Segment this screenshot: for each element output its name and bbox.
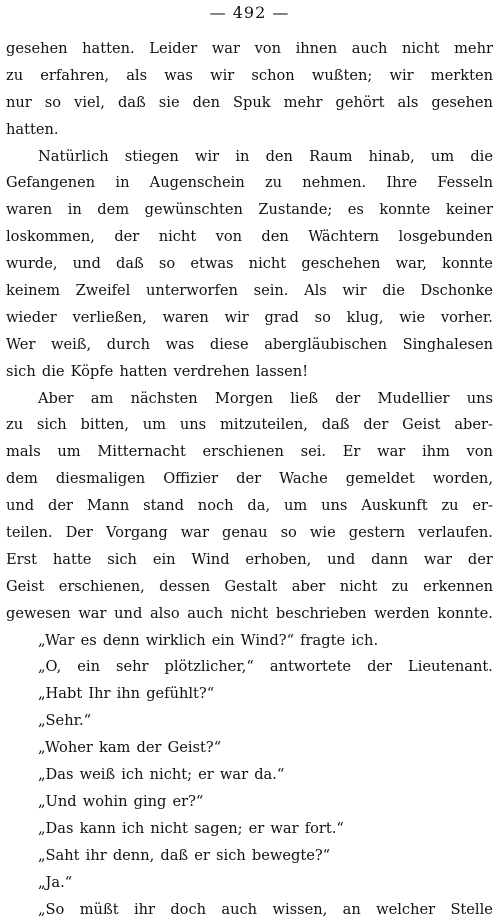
word: er?“: [173, 789, 204, 816]
word: Spuk: [233, 90, 271, 117]
word: in: [235, 144, 249, 171]
word: müßt: [80, 897, 119, 923]
word: gesehen: [6, 36, 68, 63]
word: wir: [389, 63, 413, 90]
word: an: [343, 897, 361, 923]
word: noch: [198, 493, 234, 520]
page-number: — 492 —: [6, 2, 493, 36]
word: so: [45, 90, 61, 117]
word: „O,: [38, 654, 61, 681]
word: Köpfe: [71, 359, 114, 386]
word: war: [181, 520, 209, 547]
word: wir: [225, 305, 249, 332]
word: war: [212, 36, 240, 63]
word: bitten,: [80, 412, 128, 439]
word: die: [42, 359, 65, 386]
word: da,: [247, 493, 270, 520]
word: worden,: [433, 466, 493, 493]
word: diesmaligen: [56, 466, 145, 493]
word: daß: [118, 90, 146, 117]
word: nicht: [231, 601, 269, 628]
word: uns: [467, 386, 493, 413]
word: denn: [103, 628, 140, 655]
word: weiß: [80, 762, 116, 789]
text-line: [6, 144, 493, 171]
word: wieder: [6, 305, 57, 332]
word: Singhalesen: [403, 332, 493, 359]
text-line: [6, 628, 493, 655]
word: es: [348, 197, 364, 224]
word: „Saht: [38, 843, 80, 870]
word: kann: [80, 816, 116, 843]
word: keinem: [6, 278, 60, 305]
word: „Ja.“: [38, 870, 72, 897]
word: hatten.: [6, 117, 59, 144]
word: Ihr: [88, 681, 110, 708]
word: Auskunft: [361, 493, 427, 520]
word: wußten;: [312, 63, 372, 90]
word: um: [57, 439, 80, 466]
word: „Habt: [38, 681, 82, 708]
word: nächsten: [131, 386, 198, 413]
word: gemeldet: [346, 466, 415, 493]
word: stiegen: [125, 144, 179, 171]
word: etwas: [190, 251, 233, 278]
word: vorher.: [441, 305, 493, 332]
text-line: [6, 708, 493, 735]
word: Augenschein: [150, 170, 245, 197]
text-line: [6, 439, 493, 466]
word: dem: [6, 466, 38, 493]
text-line: [6, 547, 493, 574]
word: Leider: [149, 36, 197, 63]
word: und: [327, 547, 355, 574]
word: der: [363, 412, 388, 439]
word: nicht: [249, 251, 287, 278]
text-line: [6, 735, 493, 762]
word: Lieutenant.: [408, 654, 493, 681]
text-line: [6, 762, 493, 789]
word: hatten: [119, 359, 167, 386]
word: dessen: [159, 574, 210, 601]
word: erhoben,: [245, 547, 311, 574]
word: nur: [6, 90, 32, 117]
word: diese: [210, 332, 249, 359]
word: in: [68, 197, 82, 224]
word: sich: [107, 547, 137, 574]
word: wissen,: [272, 897, 327, 923]
word: ließ: [290, 386, 318, 413]
word: sei.: [301, 439, 326, 466]
word: von: [467, 439, 493, 466]
word: wie: [310, 520, 336, 547]
word: schon: [251, 63, 294, 90]
word: war: [377, 439, 405, 466]
text-line: [6, 654, 493, 681]
word: Der: [66, 520, 93, 547]
word: der: [114, 224, 139, 251]
word: was: [164, 63, 193, 90]
word: verlaufen.: [418, 520, 493, 547]
word: Raum: [309, 144, 352, 171]
word: zu: [441, 493, 458, 520]
text-line: [6, 251, 493, 278]
word: Fesseln: [437, 170, 493, 197]
word: geschehen: [301, 251, 380, 278]
word: Morgen: [215, 386, 273, 413]
text-line: [6, 90, 493, 117]
word: was: [166, 332, 195, 359]
word: sie: [159, 90, 180, 117]
text-line: [6, 520, 493, 547]
word: doch: [170, 897, 206, 923]
word: uns: [321, 493, 347, 520]
word: antwortete: [270, 654, 351, 681]
word: er: [249, 816, 265, 843]
word: plötzlicher,“: [164, 654, 253, 681]
word: ihr: [86, 843, 107, 870]
word: wurde,: [6, 251, 57, 278]
word: der: [468, 547, 493, 574]
word: Erst: [6, 547, 37, 574]
word: grad: [264, 305, 298, 332]
word: welcher: [376, 897, 435, 923]
word: gesehen: [431, 90, 493, 117]
word: Aber: [38, 386, 74, 413]
word: ihn: [117, 681, 140, 708]
text-line: [6, 601, 493, 628]
word: Geist: [6, 574, 44, 601]
word: daß: [160, 843, 188, 870]
word: sich: [6, 359, 36, 386]
word: es: [81, 628, 97, 655]
word: „War: [38, 628, 74, 655]
word: mehr: [284, 90, 323, 117]
word: uns: [180, 412, 206, 439]
word: dem: [97, 197, 129, 224]
word: war: [220, 762, 248, 789]
word: Mudellier: [378, 386, 450, 413]
word: als: [126, 63, 147, 90]
word: den: [261, 224, 288, 251]
word: auch: [352, 36, 388, 63]
word: war: [270, 816, 298, 843]
word: loskommen,: [6, 224, 95, 251]
word: auch: [221, 897, 257, 923]
word: Gestalt: [224, 574, 277, 601]
word: zu: [6, 63, 23, 90]
word: war: [78, 601, 106, 628]
word: wir: [210, 63, 234, 90]
text-line: [6, 359, 493, 386]
word: nicht: [159, 224, 197, 251]
word: erschienen: [203, 439, 284, 466]
word: nicht: [402, 36, 440, 63]
word: konnte: [379, 197, 430, 224]
word: verdrehen: [173, 359, 249, 386]
word: zu: [392, 574, 409, 601]
word: ihm: [422, 439, 450, 466]
word: der: [367, 654, 392, 681]
word: um: [284, 493, 307, 520]
word: ich: [121, 762, 143, 789]
word: teilen.: [6, 520, 53, 547]
text-line: [6, 843, 493, 870]
word: klug,: [347, 305, 384, 332]
word: waren: [6, 197, 52, 224]
text-line: [6, 117, 493, 144]
word: gewesen: [6, 601, 71, 628]
word: „So: [38, 897, 64, 923]
word: gehört: [335, 90, 384, 117]
word: daß: [322, 412, 350, 439]
word: da.“: [254, 762, 284, 789]
word: wir: [342, 278, 366, 305]
word: Offizier: [163, 466, 218, 493]
word: aber: [292, 574, 326, 601]
word: war,: [396, 251, 427, 278]
word: Zustande;: [258, 197, 332, 224]
word: losgebunden: [398, 224, 492, 251]
text-line: [6, 36, 493, 63]
word: ich: [122, 816, 144, 843]
word: so: [315, 305, 331, 332]
word: der: [48, 493, 73, 520]
word: unterworfen: [146, 278, 238, 305]
word: durch: [107, 332, 150, 359]
word: wirklich: [146, 628, 206, 655]
word: „Und: [38, 789, 77, 816]
word: ging: [134, 789, 167, 816]
word: nehmen.: [302, 170, 366, 197]
word: kam: [99, 735, 130, 762]
word: mehr: [454, 36, 493, 63]
text-line: [6, 305, 493, 332]
text-line: [6, 870, 493, 897]
word: ein: [153, 547, 176, 574]
word: er: [198, 762, 214, 789]
word: um: [143, 412, 166, 439]
word: Gefangenen: [6, 170, 95, 197]
word: hatten.: [82, 36, 135, 63]
word: er: [194, 843, 210, 870]
word: weiß,: [51, 332, 91, 359]
word: viel,: [74, 90, 105, 117]
word: Wer: [6, 332, 35, 359]
word: von: [216, 224, 242, 251]
word: ein: [212, 628, 235, 655]
word: so: [281, 520, 297, 547]
word: hatte: [53, 547, 91, 574]
word: bewegte?“: [252, 843, 330, 870]
word: ein: [77, 654, 100, 681]
word: Wächtern: [308, 224, 379, 251]
word: die: [382, 278, 405, 305]
word: abergläubischen: [264, 332, 387, 359]
text-line: [6, 412, 493, 439]
word: sehr: [116, 654, 149, 681]
word: am: [91, 386, 114, 413]
word: dann: [371, 547, 408, 574]
word: wohin: [83, 789, 128, 816]
word: „Das: [38, 762, 73, 789]
word: fort.“: [305, 816, 344, 843]
word: Mitternacht: [97, 439, 186, 466]
text-line: [6, 170, 493, 197]
text-line: [6, 466, 493, 493]
word: gestern: [349, 520, 405, 547]
word: hinab,: [369, 144, 415, 171]
word: erfahren,: [40, 63, 109, 90]
word: verließen,: [73, 305, 147, 332]
word: Stelle: [450, 897, 492, 923]
word: merkten: [431, 63, 493, 90]
word: wir: [195, 144, 219, 171]
text-line: [6, 386, 493, 413]
word: nicht: [340, 574, 378, 601]
word: ich.: [351, 628, 378, 655]
word: keiner: [446, 197, 493, 224]
word: der: [137, 735, 162, 762]
word: und: [73, 251, 101, 278]
word: stand: [143, 493, 184, 520]
word: gefühlt?“: [146, 681, 214, 708]
word: in: [115, 170, 129, 197]
word: Natürlich: [38, 144, 109, 171]
word: nicht: [150, 816, 188, 843]
word: „Woher: [38, 735, 93, 762]
word: er-: [472, 493, 493, 520]
text-line: [6, 493, 493, 520]
word: nicht;: [150, 762, 192, 789]
text-line: [6, 278, 493, 305]
word: zu: [6, 412, 23, 439]
word: konnte.: [437, 601, 493, 628]
word: Geist: [402, 412, 440, 439]
word: sich: [216, 843, 246, 870]
text-line: [6, 63, 493, 90]
word: denn,: [113, 843, 154, 870]
text-line: [6, 574, 493, 601]
text-line: [6, 789, 493, 816]
word: war: [424, 547, 452, 574]
word: Zweifel: [76, 278, 131, 305]
word: Wind?“: [241, 628, 294, 655]
word: daß: [116, 251, 144, 278]
word: mals: [6, 439, 41, 466]
word: und: [114, 601, 142, 628]
word: der: [236, 466, 261, 493]
word: Wind: [191, 547, 229, 574]
word: aber-: [454, 412, 493, 439]
word: erkennen: [423, 574, 493, 601]
word: der: [335, 386, 360, 413]
word: Dschonke: [420, 278, 492, 305]
word: sich: [37, 412, 67, 439]
text-line: [6, 681, 493, 708]
text-line: [6, 897, 493, 923]
word: sagen;: [194, 816, 242, 843]
word: Als: [304, 278, 327, 305]
word: genau: [222, 520, 267, 547]
word: mitzuteilen,: [220, 412, 308, 439]
word: ihr: [134, 897, 155, 923]
word: auch: [187, 601, 223, 628]
word: um: [431, 144, 454, 171]
word: den: [193, 90, 220, 117]
word: fragte: [300, 628, 345, 655]
word: erschienen,: [59, 574, 145, 601]
word: konnte: [442, 251, 493, 278]
word: so: [159, 251, 175, 278]
word: und: [6, 493, 34, 520]
word: Mann: [87, 493, 129, 520]
text-line: [6, 197, 493, 224]
word: von: [255, 36, 281, 63]
word: wie: [399, 305, 425, 332]
text-line: [6, 332, 493, 359]
body-text: [6, 36, 493, 923]
word: ihnen: [296, 36, 338, 63]
text-line: [6, 224, 493, 251]
word: „Das: [38, 816, 73, 843]
text-line: [6, 816, 493, 843]
word: Geist?“: [168, 735, 222, 762]
word: zu: [265, 170, 282, 197]
word: Vorgang: [106, 520, 168, 547]
word: gewünschten: [145, 197, 243, 224]
word: also: [150, 601, 180, 628]
word: Wache: [279, 466, 328, 493]
word: die: [470, 144, 493, 171]
word: beschrieben: [276, 601, 367, 628]
word: waren: [163, 305, 209, 332]
word: werden: [374, 601, 429, 628]
word: Ihre: [386, 170, 417, 197]
word: Er: [343, 439, 361, 466]
word: den: [266, 144, 293, 171]
word: als: [398, 90, 419, 117]
word: lassen!: [256, 359, 308, 386]
word: sein.: [254, 278, 289, 305]
word: „Sehr.“: [38, 708, 91, 735]
